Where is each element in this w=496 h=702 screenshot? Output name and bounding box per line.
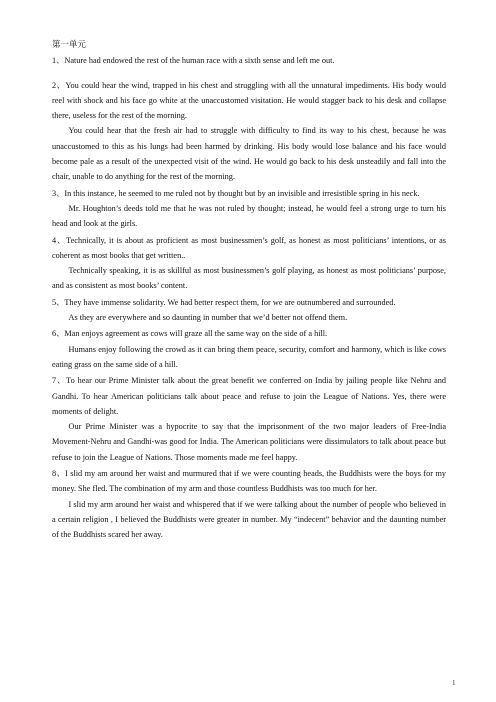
- item-4-sentence: 4、Technically, it is about as proficient as most businessmen’s golf, as honest as most politicians’ intentions, or as coherent as most books that get written..: [52, 235, 446, 260]
- document-body: [52, 37, 446, 543]
- item-2-paraphrase: You could hear that the fresh air had to struggle with difficulty to find its way to his chest, because he was unaccustomed to this as his lungs had been harmed by drinking. His body would lose balance and his face would become pale as a result of the unexpected visit of the wind. He would go back to his desk unsteadily and fall into the chair, unable to do anything for the rest of the morning.: [52, 126, 446, 182]
- item-5-paraphrase: As they are everywhere and so daunting in number that we’d better not offend them.: [68, 313, 348, 323]
- unit-title: 第一单元: [52, 39, 87, 49]
- item-8-paraphrase: I slid my arm around her waist and whispered that if we were talking about the number of people who believed in a certain religion , I believed the Buddhists were greater in number. My “indecent” behavior and the daunting number of the Buddhists scared her away.: [52, 499, 446, 540]
- item-5-sentence: 5、They have immense solidarity. We had better respect them, for we are outnumbered and surrounded.: [52, 297, 396, 307]
- item-6-paraphrase: Humans enjoy following the crowd as it can bring them peace, security, comfort and harmony, which is like cows eating grass on the same side of a hill.: [52, 344, 446, 369]
- item-8-sentence: 8、I slid my am around her waist and murmured that if we were counting heads, the Buddhists were the boys for my money. She fled. The combination of my arm and those countless Buddhists was too much for her.: [52, 469, 446, 494]
- item-7-paraphrase: Our Prime Minister was a hypocrite to say that the imprisonment of the two major leaders of Free-India Movement-Nehru and Gandhi-was good for India. The American politicians were dissimulators to talk about peace but refuse to join the League of Nations. Those moments made me feel happy.: [52, 422, 446, 462]
- spacer: [52, 69, 446, 77]
- item-3-paraphrase: Mr. Houghton’s deeds told me that he was not ruled by thought; instead, he would feel a strong urge to turn his head and look at the girls.: [52, 203, 446, 229]
- item-7-sentence: 7、To hear our Prime Minister talk about the great benefit we conferred on India by jailing people like Nehru and Gandhi. To hear American politicians talk about peace and refuse to join the League of Nations. Yes, there were moments of delight.: [52, 376, 446, 416]
- item-4-paraphrase: Technically speaking, it is as skillful as most businessmen’s golf playing, as honest as most politicians’ purpose, and as consistent as most books’ content.: [52, 266, 446, 291]
- item-1-sentence: 1、Nature had endowed the rest of the human race with a sixth sense and left me out.: [52, 56, 335, 66]
- item-2-sentence: 2、You could hear the wind, trapped in his chest and struggling with all the unnatural impediments. His body would reel with shock and his face go white at the unaccustomed visitation. He would stagger back to his desk and collapse there, useless for the rest of the morning.: [52, 80, 446, 121]
- page-number: 1: [452, 679, 456, 687]
- item-3-sentence: 3、In this instance, he seemed to me ruled not by thought but by an invisible and irresistible spring in his neck.: [52, 188, 420, 198]
- item-6-sentence: 6、Man enjoys agreement as cows will graze all the same way on the side of a hill.: [52, 329, 328, 339]
